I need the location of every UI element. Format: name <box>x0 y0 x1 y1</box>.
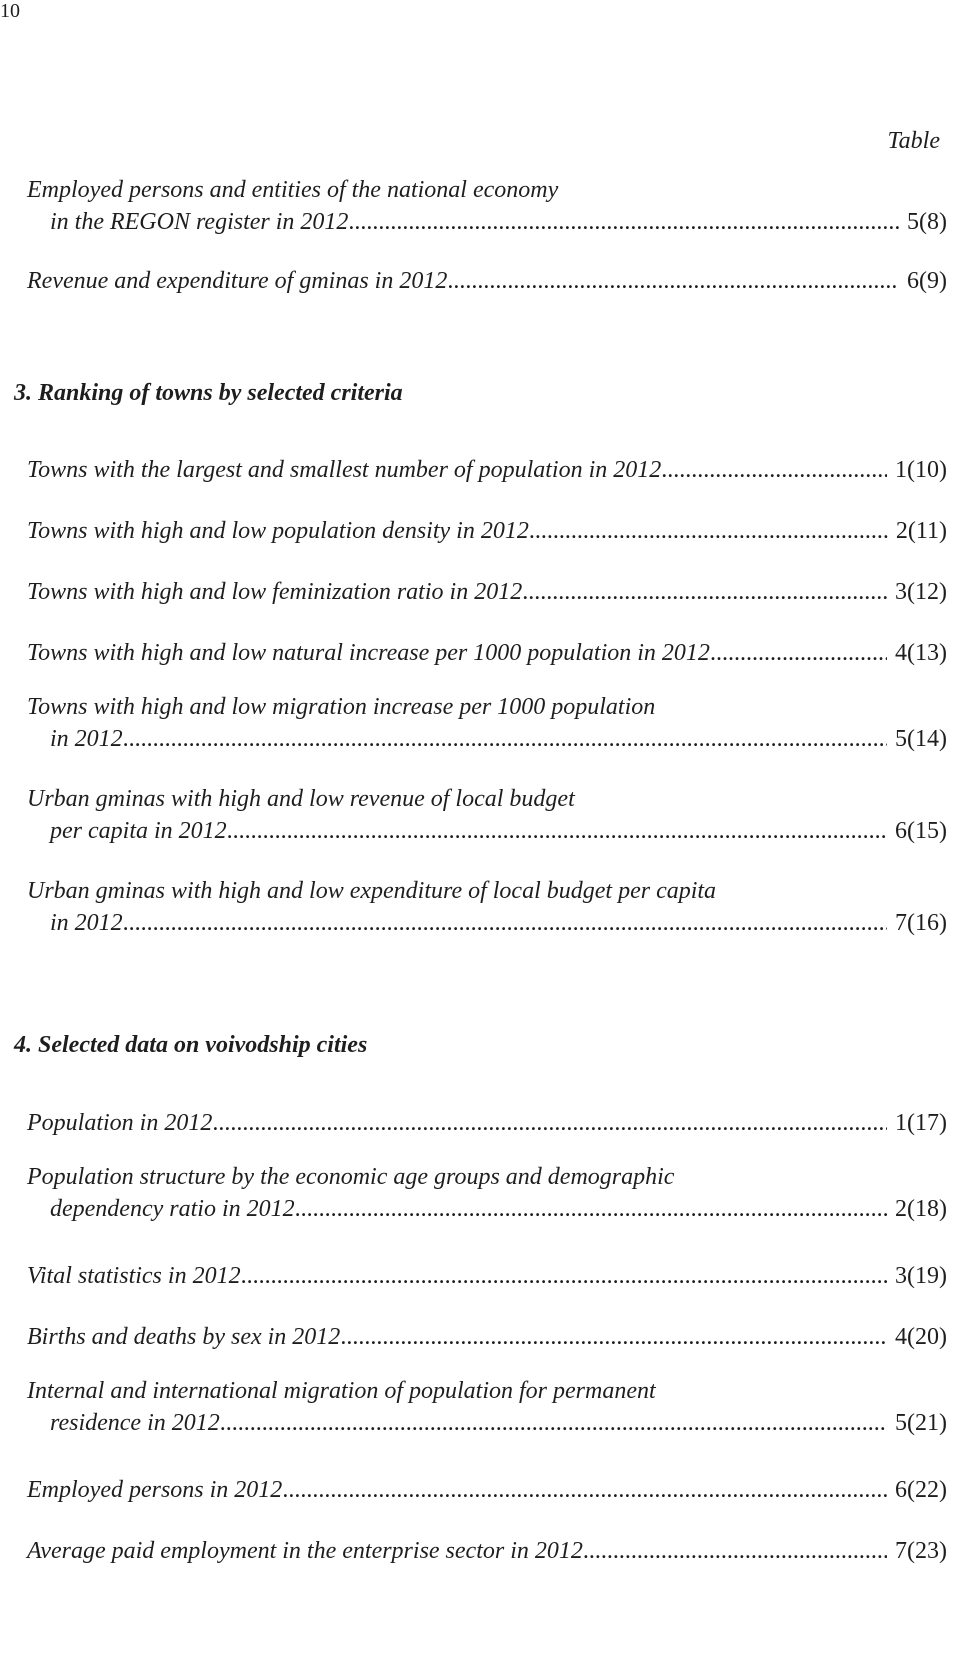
dot-leader <box>123 723 887 755</box>
dot-leader <box>340 1321 887 1353</box>
toc-entry-text: Towns with the largest and smallest number of population in 2012 <box>27 457 662 483</box>
toc-entry-text: in 2012 <box>50 910 123 936</box>
toc-entry-text: Employed persons in 2012 <box>27 1477 283 1503</box>
toc-entry[interactable] <box>27 783 947 847</box>
toc-entry[interactable] <box>27 691 947 755</box>
toc-entry[interactable] <box>27 1107 947 1139</box>
toc-entry[interactable] <box>27 174 947 238</box>
toc-entry-text: Average paid employment in the enterprise sector in 2012 <box>27 1538 583 1564</box>
table-ref: 1(10) <box>895 457 947 483</box>
dot-leader <box>212 1107 887 1139</box>
toc-entry[interactable] <box>27 576 947 608</box>
toc-entry-text: residence in 2012 <box>50 1410 220 1436</box>
toc-entry-text: Urban gminas with high and low expenditure of local budget per capita <box>27 878 717 904</box>
table-ref: 1(17) <box>895 1110 947 1136</box>
section-title: 3. Ranking of towns by selected criteria <box>14 380 403 406</box>
toc-entry-text: in the REGON register in 2012 <box>50 209 349 235</box>
page-number: 10 <box>0 0 20 22</box>
toc-entry-text: Towns with high and low natural increase per 1000 population in 2012 <box>27 640 710 666</box>
toc-entry-text: Population in 2012 <box>27 1110 213 1136</box>
toc-entry-text: Towns with high and low migration increase per 1000 population <box>27 694 656 720</box>
dot-leader <box>227 815 887 847</box>
table-ref: 6(22) <box>895 1477 947 1503</box>
table-ref: 3(12) <box>895 579 947 605</box>
dot-leader <box>123 907 887 939</box>
table-column-header: Table <box>887 128 940 154</box>
toc-entry-text: Towns with high and low population density in 2012 <box>27 518 529 544</box>
table-ref: 2(11) <box>895 518 947 544</box>
table-ref: 3(19) <box>895 1263 947 1289</box>
toc-entry-text: Vital statistics in 2012 <box>27 1263 241 1289</box>
toc-entry-text: dependency ratio in 2012 <box>50 1196 295 1222</box>
toc-entry[interactable] <box>27 875 947 939</box>
dot-leader <box>529 515 888 547</box>
toc-entry-text: Births and deaths by sex in 2012 <box>27 1324 341 1350</box>
toc-entry[interactable] <box>27 265 947 297</box>
table-ref: 4(20) <box>895 1324 947 1350</box>
toc-entry[interactable] <box>27 515 947 547</box>
dot-leader <box>348 206 899 238</box>
table-ref: 5(8) <box>907 209 947 235</box>
toc-entry-text: Urban gminas with high and low revenue of local budget <box>27 786 575 812</box>
dot-leader <box>220 1407 887 1439</box>
table-ref: 4(13) <box>895 640 947 666</box>
toc-entry-text: per capita in 2012 <box>50 818 227 844</box>
table-ref: 7(16) <box>895 910 947 936</box>
table-ref: 6(9) <box>907 268 947 294</box>
toc-entry[interactable] <box>27 1161 947 1225</box>
toc-entry[interactable] <box>27 1535 947 1567</box>
dot-leader <box>661 454 887 486</box>
dot-leader <box>447 265 899 297</box>
dot-leader <box>295 1193 887 1225</box>
toc-entry[interactable] <box>27 637 947 669</box>
table-ref: 7(23) <box>895 1538 947 1564</box>
toc-entry[interactable] <box>27 1260 947 1292</box>
toc-entry[interactable] <box>27 1375 947 1439</box>
dot-leader <box>282 1474 887 1506</box>
dot-leader <box>710 637 887 669</box>
toc-entry[interactable] <box>27 454 947 486</box>
toc-entry[interactable] <box>27 1321 947 1353</box>
table-ref: 5(14) <box>895 726 947 752</box>
toc-entry-text: Internal and international migration of population for permanent <box>27 1378 656 1404</box>
dot-leader <box>583 1535 887 1567</box>
toc-entry-text: Revenue and expenditure of gminas in 2012 <box>27 268 448 294</box>
toc-entry-text: Employed persons and entities of the national economy <box>27 177 559 203</box>
table-ref: 5(21) <box>895 1410 947 1436</box>
table-ref: 6(15) <box>895 818 947 844</box>
dot-leader <box>241 1260 887 1292</box>
toc-entry-text: Towns with high and low feminization ratio in 2012 <box>27 579 523 605</box>
dot-leader <box>522 576 887 608</box>
toc-entry[interactable] <box>27 1474 947 1506</box>
section-title: 4. Selected data on voivodship cities <box>14 1032 368 1058</box>
toc-entry-text: in 2012 <box>50 726 123 752</box>
table-ref: 2(18) <box>895 1196 947 1222</box>
toc-entry-text: Population structure by the economic age groups and demographic <box>27 1164 675 1190</box>
